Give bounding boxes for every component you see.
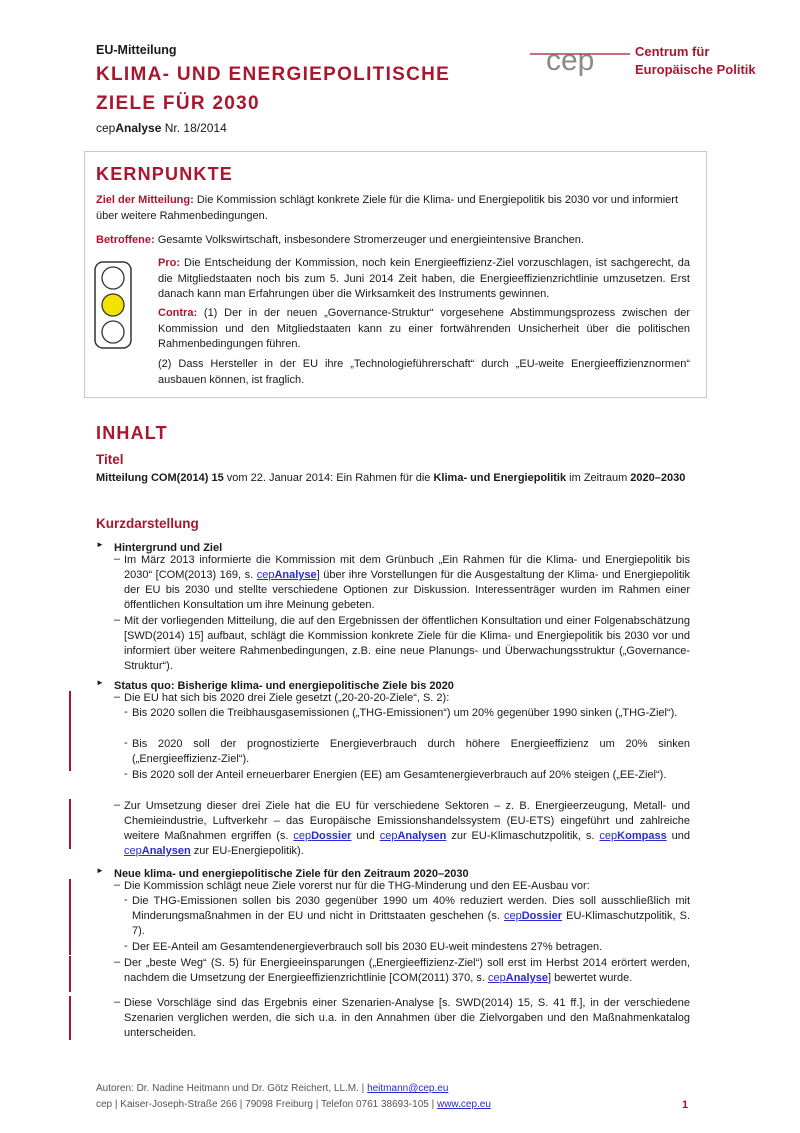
cepkompass-link[interactable]: cepKompass — [599, 830, 667, 842]
cepdossier-link[interactable]: cepDossier — [293, 830, 352, 842]
s2-paragraph-2: Zur Umsetzung dieser drei Ziele hat die EU für verschiedene Sektoren – z. B. Energieerzeugung, Metall- und Chemieindustrie, Luftverkehr – das Europäische Emissionshandelssystem (EU-ETS) eingeführt und zahlreiche weitere Maßnahmen ergriffen (s. cepDossier und cepAnalysen zur EU-Klimaschutzpolitik, s. cepKompass und cepAnalysen zur EU-Energiepolitik). — [124, 800, 690, 857]
light-middle — [102, 294, 124, 316]
kernpunkte-ziel: Ziel der Mitteilung: Die Kommission schlägt konkrete Ziele für die Klima- und Energiepolitik bis 2030 vor und informiert über weitere Rahmenbedingungen. — [96, 194, 679, 222]
logo-line1: Centrum für — [635, 44, 710, 59]
triangle-bullet-icon: ► — [96, 866, 104, 875]
s3-paragraph-3: Diese Vorschläge sind das Ergebnis einer Szenarien-Analyse [s. SWD(2014) 15, S. 41 ff.], in der verschiedene Szenarien verglichen werden, die sich u.a. in den Annahmen über die Zielvorgaben und den Maßnahmenkatalog unterscheiden. — [124, 997, 690, 1039]
light-top — [102, 267, 124, 289]
kernpunkte-pro: Pro: Die Entscheidung der Kommission, noch kein Energieeffizienz-Ziel vorzuschlagen, ist sachgerecht, da die Mitgliedstaaten noch bis zum 5. Juni 2014 Zeit haben, die Energieeffizienzrichtlinie umzusetzen. Erst danach kann man Erfahrungen über die Wirksamkeit des Instruments gewinnen. — [158, 257, 690, 300]
email-link[interactable]: heitmann@cep.eu — [367, 1083, 449, 1094]
dash-bullet: – — [114, 996, 121, 1008]
kurzdarstellung-heading: Kurzdarstellung — [96, 516, 199, 531]
page-number: 1 — [682, 1099, 689, 1111]
triangle-bullet-icon: ► — [96, 540, 104, 549]
s1-paragraph-2: Mit der vorliegenden Mitteilung, die auf den Ergebnissen der öffentlichen Konsultation und einer Folgenabschätzung [SWD(2014) 15] aufbaut, schlägt die Kommission konkrete Ziele für die Klima- und Energiepolitik bis 2030 vor und informiert über weitere Rahmenbedingungen, z.B. eine neue Planungs- und Überwachungsstruktur („Governance-Struktur“). — [124, 615, 690, 672]
s2-paragraph-1: Die EU hat sich bis 2020 drei Ziele gesetzt („20-20-20-Ziele“, S. 2): — [124, 692, 450, 704]
cepanalysen-link[interactable]: cepAnalysen — [379, 830, 447, 842]
cepanalyse-effizienz-link[interactable]: cepAnalyse — [488, 972, 548, 984]
traffic-light-icon — [94, 261, 132, 349]
change-bar — [69, 691, 71, 771]
s2-bullet-2: Bis 2020 soll der prognostizierte Energieverbrauch durch höhere Energieeffizienz um 20% sinken („Energieeffizienz-Ziel“). — [132, 738, 690, 765]
triangle-bullet-icon: ► — [96, 678, 104, 687]
s3-paragraph-1: Die Kommission schlägt neue Ziele vorerst nur für die THG-Minderung und den EE-Ausbau vor: — [124, 880, 590, 892]
website-link[interactable]: www.cep.eu — [436, 1099, 491, 1110]
kernpunkte-heading: KERNPUNKTE — [96, 164, 234, 184]
dash-bullet: – — [114, 614, 121, 626]
titel-heading: Titel — [96, 452, 124, 467]
change-bar — [69, 956, 71, 992]
change-bar — [69, 799, 71, 849]
light-bottom — [102, 321, 124, 343]
section-status-quo-heading: ► Status quo: Bisherige klima- und energiepolitische Ziele bis 2020 — [96, 678, 454, 692]
kernpunkte-contra: Contra: (1) Der in der neuen „Governance-Struktur“ vorgesehene Abstimmungsprozess zwischen der Kommission und den Mitgliedstaaten kann zu einer fortwährenden Unsicherheit über die politischen Rahmenbedingungen führen. — [158, 307, 690, 350]
sub-bullet: - — [124, 894, 128, 906]
sub-bullet: - — [124, 940, 128, 952]
section-hintergrund-heading: ► Hintergrund und Ziel — [96, 540, 223, 554]
kernpunkte-betroffene: Betroffene: Gesamte Volkswirtschaft, insbesondere Stromerzeuger und energieintensive Branchen. — [96, 234, 584, 246]
dash-bullet: – — [114, 553, 121, 565]
series-number: cepAnalyse Nr. 18/2014 — [96, 121, 227, 135]
dash-bullet: – — [114, 691, 121, 703]
s3-paragraph-2: Der „beste Weg“ (S. 5) für Energieeinsparungen („Energieeffizienz-Ziel“) soll erst im Herbst 2014 erörtert werden, nachdem die Umsetzung der Energieeffizienzrichtlinie [COM(2011) 370, s. cepAnalyse] bewertet wurde. — [124, 957, 690, 984]
titel-text: Mitteilung COM(2014) 15 vom 22. Januar 2014: Ein Rahmen für die Klima- und Energiepolitik im Zeitraum 2020–2030 — [96, 472, 686, 484]
s2-bullet-1: Bis 2020 sollen die Treibhausgasemissionen („THG-Emissionen“) um 20% gegenüber 1990 sinken („THG-Ziel“). — [132, 707, 678, 719]
document-kicker: EU-Mitteilung — [96, 43, 177, 57]
dash-bullet: – — [114, 879, 121, 891]
change-bar — [69, 996, 71, 1040]
footer-authors: Autoren: Dr. Nadine Heitmann und Dr. Götz Reichert, LL.M. | heitmann@cep.eu — [96, 1083, 449, 1094]
dash-bullet: – — [114, 799, 121, 811]
document-title-line1: KLIMA- UND ENERGIEPOLITISCHE — [96, 64, 451, 85]
document-title-line2: ZIELE FÜR 2030 — [96, 93, 260, 114]
kernpunkte-contra2: (2) Dass Hersteller in der EU ihre „Technologieführerschaft“ durch „EU-weite Energieeffizienznormen“ ausbauen können, ist fraglich. — [158, 358, 690, 386]
footer-address: cep | Kaiser-Joseph-Straße 266 | 79098 Freiburg | Telefon 0761 38693-105 | www.cep.eu — [96, 1099, 491, 1110]
inhalt-heading: INHALT — [96, 423, 168, 443]
s3-bullet-1: Die THG-Emissionen sollen bis 2030 gegenüber 1990 um 40% reduziert werden. Dies soll ausschließlich mit Minderungsmaßnahmen in der EU und nicht in Drittstaaten geschehen (s. cepDossier EU-Klimaschutzpolitik, S. 7). — [132, 895, 691, 937]
change-bar — [69, 879, 71, 955]
cepanalyse-link[interactable]: cepAnalyse — [256, 569, 317, 581]
cepanalysen-energie-link[interactable]: cepAnalysen — [124, 845, 191, 857]
s3-bullet-2: Der EE-Anteil am Gesamtendenergieverbrauch soll bis 2030 EU-weit mindestens 27% betragen. — [132, 941, 603, 953]
sub-bullet: - — [124, 706, 128, 718]
cepdossier-klima-link[interactable]: cepDossier — [503, 910, 563, 922]
sub-bullet: - — [124, 768, 128, 780]
section-neue-ziele-heading: ► Neue klima- und energiepolitische Ziele für den Zeitraum 2020–2030 — [96, 866, 469, 880]
dash-bullet: – — [114, 956, 121, 968]
logo-wordmark: cep — [546, 44, 595, 77]
s1-paragraph-1: Im März 2013 informierte die Kommission mit dem Grünbuch „Ein Rahmen für die Klima- und Energiepolitik bis 2030“ [COM(2013) 169, s. cepAnalyse] über ihre Vorstellungen für die Ausgestaltung der Klima- und Energiepolitik der EU bis 2030 und stellte verschiedene Optionen zur Diskussion. Interessenträger wurden im Rahmen einer öffentlichen Konsultation um ihre Meinung gebeten. — [124, 554, 690, 611]
logo-line2: Europäische Politik — [635, 62, 756, 77]
sub-bullet: - — [124, 737, 128, 749]
s2-bullet-3: Bis 2020 soll der Anteil erneuerbarer Energien (EE) am Gesamtenergieverbrauch auf 20% steigen („EE-Ziel“). — [132, 769, 667, 781]
